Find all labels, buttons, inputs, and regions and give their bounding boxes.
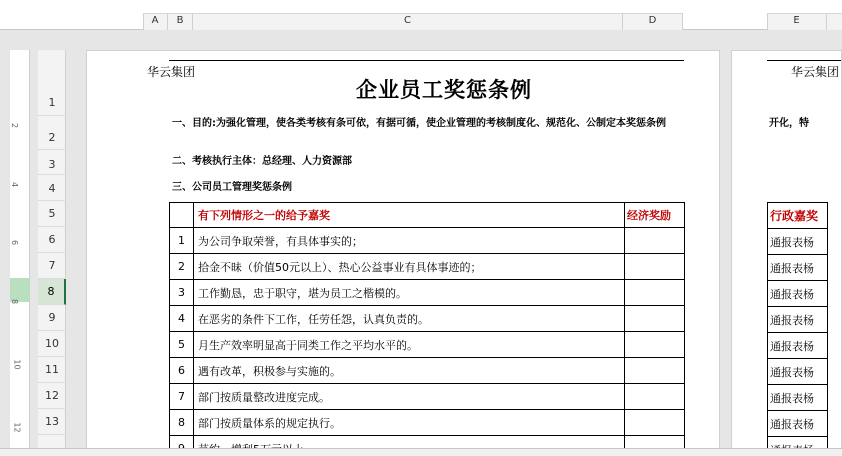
reward-cell[interactable] bbox=[625, 332, 685, 358]
header-company: 华云集团 bbox=[791, 65, 840, 79]
row-text[interactable]: 月生产效率明显高于同类工作之平均水平的。 bbox=[194, 332, 625, 358]
sheet-tab-bar bbox=[0, 448, 842, 456]
column-header-bar bbox=[0, 0, 842, 30]
row-header-8[interactable]: 8 bbox=[38, 279, 66, 305]
row-header-5[interactable]: 5 bbox=[38, 201, 66, 227]
admin-reward-cell[interactable]: 通报表杨 bbox=[768, 333, 828, 359]
row-header-2[interactable]: 2 bbox=[38, 116, 66, 150]
admin-reward-cell[interactable]: 通报表杨 bbox=[768, 411, 828, 437]
reward-table bbox=[169, 202, 685, 456]
column-header-a[interactable]: A bbox=[143, 13, 168, 30]
ruler-tick: 6 bbox=[10, 239, 20, 246]
column-header-c[interactable]: C bbox=[193, 13, 623, 30]
row-text[interactable]: 工作勤恳，忠于职守，堪为员工之楷模的。 bbox=[194, 280, 625, 306]
table-row bbox=[170, 306, 685, 332]
paragraph-purpose[interactable]: 一、目的:为强化管理，使各类考核有条可依，有据可循，使企业管理的考核制度化、规范化、公制定本奖惩条例 bbox=[172, 118, 666, 129]
column-header-e[interactable]: E bbox=[767, 13, 827, 30]
row-header-10[interactable]: 10 bbox=[38, 331, 66, 357]
reward-cell[interactable] bbox=[625, 280, 685, 306]
paragraph-purpose-tail[interactable]: 开化，特 bbox=[769, 118, 809, 129]
page-2 bbox=[731, 50, 842, 456]
ruler-tick: 2 bbox=[10, 122, 20, 129]
admin-reward-cell[interactable]: 通报表杨 bbox=[768, 307, 828, 333]
row-text[interactable]: 部门按质量体系的规定执行。 bbox=[194, 410, 625, 436]
admin-reward-cell[interactable]: 通报表杨 bbox=[768, 281, 828, 307]
reward-cell[interactable] bbox=[625, 410, 685, 436]
table-row bbox=[170, 254, 685, 280]
ruler-tick: 10 bbox=[12, 359, 22, 370]
reward-cell[interactable] bbox=[625, 254, 685, 280]
row-text[interactable]: 部门按质量整改进度完成。 bbox=[194, 384, 625, 410]
ruler-tick: 4 bbox=[10, 181, 20, 188]
header-company: 华云集团 bbox=[147, 65, 196, 79]
admin-reward-cell[interactable]: 通报表杨 bbox=[768, 385, 828, 411]
row-header-1[interactable]: 1 bbox=[38, 90, 66, 116]
row-text[interactable]: 为公司争取荣誉，有具体事实的； bbox=[194, 228, 625, 254]
ruler-tick: 12 bbox=[12, 422, 22, 433]
table-header-row bbox=[170, 203, 685, 228]
reward-cell[interactable] bbox=[625, 306, 685, 332]
row-header-11[interactable]: 11 bbox=[38, 357, 66, 383]
ruler-tick: 8 bbox=[10, 298, 20, 305]
reward-cell[interactable] bbox=[625, 228, 685, 254]
table-header-admin-reward[interactable]: 行政嘉奖 bbox=[768, 203, 828, 229]
table-row bbox=[170, 358, 685, 384]
row-header-3[interactable]: 3 bbox=[38, 150, 66, 175]
admin-reward-table bbox=[767, 202, 828, 456]
row-header-13[interactable]: 13 bbox=[38, 409, 66, 435]
admin-reward-cell[interactable]: 通报表杨 bbox=[768, 229, 828, 255]
paragraph-executor[interactable]: 二、考核执行主体：总经理、人力资源部 bbox=[172, 156, 352, 167]
table-row bbox=[170, 280, 685, 306]
vertical-ruler bbox=[10, 50, 30, 456]
row-number[interactable]: 4 bbox=[170, 306, 194, 332]
page-title[interactable]: 企业员工奖惩条例 bbox=[356, 77, 532, 102]
row-number[interactable]: 7 bbox=[170, 384, 194, 410]
header-rule bbox=[767, 60, 842, 61]
row-number[interactable]: 5 bbox=[170, 332, 194, 358]
row-number[interactable]: 2 bbox=[170, 254, 194, 280]
reward-cell[interactable] bbox=[625, 358, 685, 384]
column-header-d[interactable]: D bbox=[623, 13, 683, 30]
row-header-6[interactable]: 6 bbox=[38, 227, 66, 253]
row-number[interactable]: 3 bbox=[170, 280, 194, 306]
row-ruler bbox=[0, 30, 66, 456]
row-text[interactable]: 在恶劣的条件下工作，任劳任怨，认真负责的。 bbox=[194, 306, 625, 332]
header-rule bbox=[169, 60, 684, 61]
page-1 bbox=[86, 50, 720, 456]
table-row bbox=[170, 384, 685, 410]
table-cell[interactable] bbox=[170, 203, 194, 228]
table-row bbox=[170, 410, 685, 436]
row-header-4[interactable]: 4 bbox=[38, 175, 66, 201]
column-header-b[interactable]: B bbox=[168, 13, 193, 30]
row-header-column bbox=[38, 50, 66, 456]
row-number[interactable]: 1 bbox=[170, 228, 194, 254]
paragraph-section[interactable]: 三、公司员工管理奖惩条例 bbox=[172, 182, 292, 193]
table-header-reward-conditions[interactable]: 有下列情形之一的给予嘉奖 bbox=[194, 203, 625, 228]
row-header-7[interactable]: 7 bbox=[38, 253, 66, 279]
admin-reward-cell[interactable]: 通报表杨 bbox=[768, 255, 828, 281]
row-number[interactable]: 6 bbox=[170, 358, 194, 384]
reward-cell[interactable] bbox=[625, 384, 685, 410]
row-number[interactable]: 8 bbox=[170, 410, 194, 436]
row-header-9[interactable]: 9 bbox=[38, 305, 66, 331]
table-row bbox=[170, 228, 685, 254]
table-row bbox=[170, 332, 685, 358]
table-header-economic-reward[interactable]: 经济奖励 bbox=[625, 203, 685, 228]
row-header-12[interactable]: 12 bbox=[38, 383, 66, 409]
row-text[interactable]: 拾金不昧（价值50元以上）、热心公益事业有具体事迹的； bbox=[194, 254, 625, 280]
row-text[interactable]: 遇有改革，积极参与实施的。 bbox=[194, 358, 625, 384]
admin-reward-cell[interactable]: 通报表杨 bbox=[768, 359, 828, 385]
